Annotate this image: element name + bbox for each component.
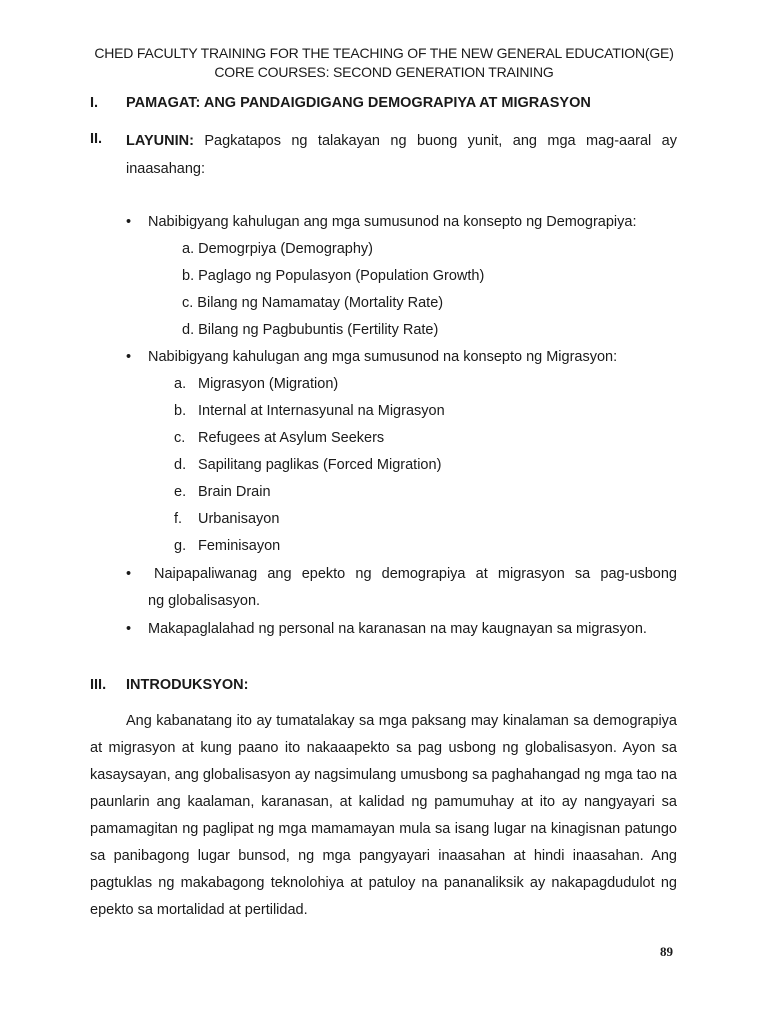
sub-item-text: Sapilitang paglikas (Forced Migration) <box>198 457 442 473</box>
header-line-1: CHED FACULTY TRAINING FOR THE TEACHING OF THE NEW GENERAL EDUCATION(GE) <box>94 45 674 61</box>
sub-item-letter: g. <box>174 538 187 554</box>
bullet-marker: • <box>126 621 132 637</box>
sub-item-letter: d. <box>174 457 187 473</box>
section-number: II. <box>90 131 103 147</box>
bullet-marker: • <box>126 349 132 365</box>
page-number: 89 <box>660 944 673 959</box>
sub-item-letter: c. <box>174 430 186 446</box>
sub-item: b. Paglago ng Populasyon (Population Growth) <box>182 268 485 284</box>
objective-item <box>126 561 677 615</box>
sub-item: c. Bilang ng Namamatay (Mortality Rate) <box>182 295 444 311</box>
objective-text-line-2: ng globalisasyon. <box>148 593 261 609</box>
bullet-marker: • <box>126 214 132 230</box>
layunin-label: LAYUNIN: <box>126 133 194 149</box>
layunin-paragraph <box>126 127 677 183</box>
header-line-2: CORE COURSES: SECOND GENERATION TRAINING <box>214 64 554 80</box>
layunin-text: Pagkatapos ng talakayan ng buong yunit, ang mga mag-aaral ay inaasahang: <box>126 133 677 177</box>
introduction-paragraph: Ang kabanatang ito ay tumatalakay sa mga paksang may kinalaman sa demograpiya at migrasyon at kung paano ito nakaaapekto sa pag usbong ng globalisasyon. Ayon sa kasaysayan, ang globalisasyon ay nagsimulang umusbong sa paghahangad ng mga tao na paunlarin ang kaalaman, karanasan, at kalidad ng pamumuhay at ito ay nangyayari sa pamamagitan ng paglipat ng mga mamamayan mula sa isang lugar na kinagisnan patungo sa panibagong lugar bunsod, ng mga pangyayari inaasahan at hindi inaasahan. Ang pagtuklas ng makabagong teknolohiya at patuloy na pananaliksik ay nakapagdudulot ng epekto sa mortalidad at pertilidad. <box>90 713 677 918</box>
section-heading: PAMAGAT: ANG PANDAIGDIGANG DEMOGRAPIYA AT MIGRASYON <box>126 95 591 111</box>
objective-text: Nabibigyang kahulugan ang mga sumusunod na konsepto ng Demograpiya: <box>148 214 637 230</box>
sub-item-letter: a. <box>174 376 187 392</box>
sub-item-text: Migrasyon (Migration) <box>198 376 339 392</box>
sub-item: d. Bilang ng Pagbubuntis (Fertility Rate) <box>182 322 439 338</box>
sub-item-letter: b. <box>174 403 187 419</box>
sub-item-text: Feminisayon <box>198 538 281 554</box>
sub-item-letter: f. <box>174 511 183 527</box>
sub-item-text: Brain Drain <box>198 484 271 500</box>
sub-item-text: Internal at Internasyunal na Migrasyon <box>198 403 445 419</box>
document-header <box>0 44 768 82</box>
section-number: III. <box>90 677 107 693</box>
section-number: I. <box>90 95 99 111</box>
section-heading: INTRODUKSYON: <box>126 677 249 693</box>
objective-text: Makapaglalahad ng personal na karanasan na may kaugnayan sa migrasyon. <box>148 621 647 637</box>
objective-text: Nabibigyang kahulugan ang mga sumusunod na konsepto ng Migrasyon: <box>148 349 618 365</box>
sub-item-text: Urbanisayon <box>198 511 280 527</box>
bullet-marker: • <box>126 566 132 582</box>
sub-item: a. Demogrpiya (Demography) <box>182 241 373 257</box>
sub-item-text: Refugees at Asylum Seekers <box>198 430 385 446</box>
sub-item-letter: e. <box>174 484 187 500</box>
objective-text-line-1: Naipapaliwanag ang epekto ng demograpiya at migrasyon sa pag-usbong <box>154 566 677 582</box>
